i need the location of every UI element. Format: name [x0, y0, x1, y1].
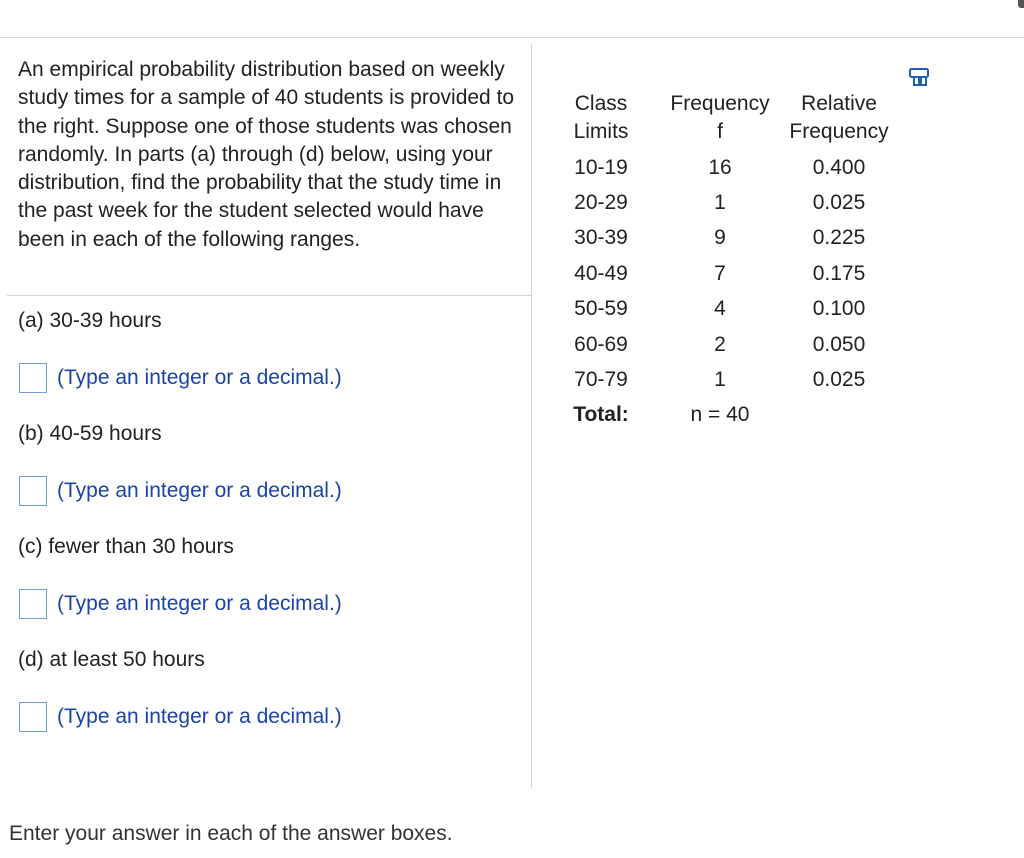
table-cell: 30-39 [574, 226, 628, 249]
table-cell: 60-69 [574, 333, 628, 356]
panel-divider [531, 44, 532, 788]
part-c-answer [19, 588, 342, 620]
header-frequency [660, 90, 780, 146]
table-cell: 1 [714, 368, 726, 391]
table-cell: 0.100 [812, 297, 866, 320]
table-cell: 0.175 [812, 262, 866, 285]
header-frequency2: Frequency [789, 120, 889, 143]
header-class: Class [574, 92, 628, 115]
table-cell: 20-29 [574, 191, 628, 214]
answer-box-d[interactable] [19, 702, 47, 732]
header-relative-frequency [774, 90, 904, 146]
scroll-marker [1018, 0, 1024, 8]
table-cell: 4 [714, 297, 726, 320]
part-a-answer [19, 362, 342, 394]
part-a-hint: (Type an integer or a decimal.) [57, 366, 342, 389]
header-f: f [717, 120, 723, 143]
table-cell: 40-49 [574, 262, 628, 285]
part-b-hint: (Type an integer or a decimal.) [57, 479, 342, 502]
answer-box-c[interactable] [19, 589, 47, 619]
table-cell: 0.050 [812, 333, 866, 356]
question-panel [0, 44, 531, 790]
table-cell: 0.225 [812, 226, 866, 249]
table-cell: 0.025 [812, 368, 866, 391]
table-cell: 50-59 [574, 297, 628, 320]
table-cell: 9 [714, 226, 726, 249]
question-divider [7, 295, 531, 296]
part-c-label: (c) fewer than 30 hours [18, 535, 234, 558]
part-d-hint: (Type an integer or a decimal.) [57, 705, 342, 728]
table-cell: 0.400 [812, 156, 866, 179]
question-text: An empirical probability distribution based on weekly study times for a sample of 40 students is provided to the right. Suppose one of those students was chosen randomly. In parts (a) through (d) below, using your distribution, find the probability that the study time in the past week for the student selected would have been in each of the following ranges. [18, 58, 515, 251]
table-cell: 16 [708, 156, 732, 179]
copy-icon[interactable] [908, 66, 932, 88]
footer-instruction: Enter your answer in each of the answer boxes. [9, 822, 453, 845]
table-cell: 10-19 [574, 156, 628, 179]
table-cell: 70-79 [574, 368, 628, 391]
part-a-label: (a) 30-39 hours [18, 309, 162, 332]
header-relative: Relative [801, 92, 877, 115]
header-frequency-label: Frequency [670, 92, 770, 115]
header-limits: Limits [573, 120, 629, 143]
part-d-label: (d) at least 50 hours [18, 648, 205, 671]
table-cell: 2 [714, 333, 726, 356]
part-d-answer [19, 701, 342, 733]
part-b-label: (b) 40-59 hours [18, 422, 162, 445]
answer-box-b[interactable] [19, 476, 47, 506]
table-cell: 0.025 [812, 191, 866, 214]
table-cell: 7 [714, 262, 726, 285]
part-b-answer [19, 475, 342, 507]
answer-box-a[interactable] [19, 363, 47, 393]
top-divider [0, 37, 1024, 38]
total-value: n = 40 [690, 403, 750, 426]
header-class-limits [560, 90, 642, 146]
table-cell: 1 [714, 191, 726, 214]
total-label: Total: [573, 403, 629, 426]
part-c-hint: (Type an integer or a decimal.) [57, 592, 342, 615]
